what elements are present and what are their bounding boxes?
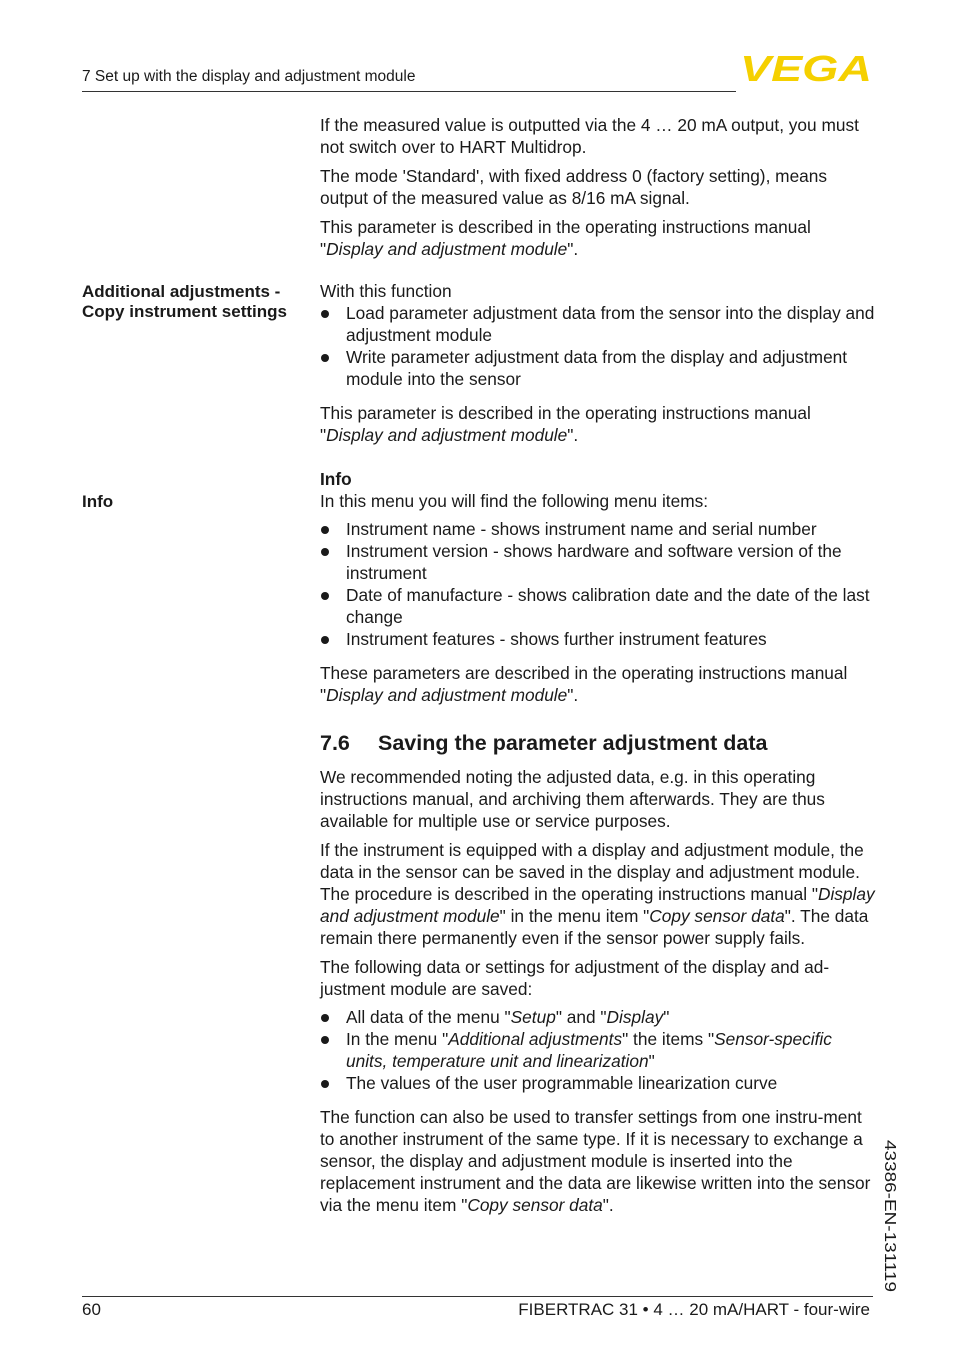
footer-rule [82,1296,873,1297]
paragraph: This parameter is described in the operating instructions manual "Display and adjustment module". [320,217,811,259]
list-item: All data of the menu "Setup" and "Display" [320,1006,875,1028]
side-label-copy-settings: Additional adjustments - Copy instrument settings [82,282,287,321]
list-item: In the menu "Additional adjustments" the items "Sensor-specific units, temperature unit and linearization" [320,1028,875,1072]
copy-settings-block [320,280,875,453]
side-label-info: Info [82,492,114,511]
paragraph: The following data or settings for adjustment of the display and ad-justment module are saved: [320,957,830,999]
list-item: Load parameter adjustment data from the sensor into the display and adjustment module [320,302,875,346]
mode-description-block [320,114,875,267]
bullet-list [320,1006,875,1094]
paragraph: This parameter is described in the operating instructions manual "Display and adjustment module". [320,403,811,445]
paragraph: In this menu you will find the following menu items: [320,491,709,511]
list-item: Date of manufacture - shows calibration date and the date of the last change [320,584,875,628]
list-item: Write parameter adjustment data from the display and adjustment module into the sensor [320,346,875,390]
section-heading: 7.6 Saving the parameter adjustment data [320,731,768,755]
paragraph: If the instrument is equipped with a display and adjustment module, the data in the sensor can be saved in the display and adjustment module. The procedure is described in the operating instructions manual "Display and adjustment module" in the menu item "Copy sensor data". The data remain there permanently even if the sensor power supply fails. [320,840,875,948]
info-block [320,468,875,713]
bullet-list [320,302,875,390]
info-heading: Info [320,469,352,489]
paragraph: With this function [320,281,452,301]
list-item: Instrument name - shows instrument name and serial number [320,518,875,540]
vega-logo [740,52,874,84]
list-item: The values of the user programmable linearization curve [320,1072,875,1094]
list-item: Instrument version - shows hardware and software version of the instrument [320,540,875,584]
paragraph: We recommended noting the adjusted data, e.g. in this operating instructions manual, and archiving them afterwards. They are thus available for multiple use or service purposes. [320,767,825,831]
list-item: Instrument features - shows further instrument features [320,628,875,650]
product-name: FIBERTRAC 31 • 4 … 20 mA/HART - four-wire [518,1300,870,1319]
vega-logo-text: VEGA [740,52,872,84]
document-code [877,1140,907,1300]
bullet-list [320,518,875,650]
document-code-text: 43386-EN-131119 [881,1140,898,1269]
paragraph: The function can also be used to transfer settings from one instru-ment to another instrument of the same type. If it is necessary to exchange a sensor, the display and adjustment module is inserted into the replacement instrument and the data are likewise written into the sensor via the menu item "Copy sensor data". [320,1107,871,1215]
section-7-6 [320,730,875,1223]
header-rule [82,91,736,92]
paragraph: The mode 'Standard', with fixed address 0 (factory setting), means output of the measured value as 8/16 mA signal. [320,166,828,208]
paragraph: These parameters are described in the operating instructions manual "Display and adjustment module". [320,663,848,705]
paragraph: If the measured value is outputted via the 4 … 20 mA output, you must not switch over to HART Multidrop. [320,115,859,157]
page-number: 60 [82,1300,101,1319]
running-header: 7 Set up with the display and adjustment module [82,68,416,85]
